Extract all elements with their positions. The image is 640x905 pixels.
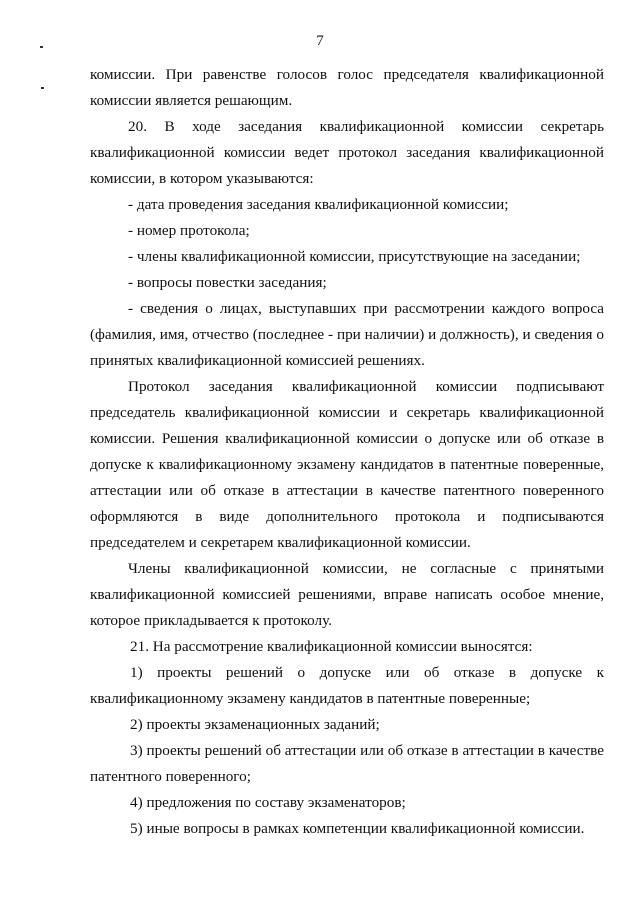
list-item: - номер протокола; [128,222,250,239]
margin-mark [41,87,44,89]
list-item: - члены квалификационной комиссии, присутствующие на заседании; [128,248,581,265]
list-item: - сведения о лицах, выступавших при рассмотрении каждого вопроса (фамилия, имя, отчество (последнее - при наличии) и должность), и сведения о принятых квалификационной комиссией решениях. [90,300,604,369]
list-item: - вопросы повестки заседания; [128,274,327,291]
list-item: 2) проекты экзаменационных заданий; [130,716,380,733]
document-body [90,62,604,842]
paragraph: 21. На рассмотрение квалификационной комиссии выносятся: [130,638,533,655]
list-item: 4) предложения по составу экзаменаторов; [130,794,406,811]
page-number: 7 [316,33,324,49]
list-item: 5) иные вопросы в рамках компетенции квалификационной комиссии. [130,820,585,837]
margin-mark [40,46,43,48]
paragraph: комиссии. При равенстве голосов голос председателя квалификационной комиссии является решающим. [90,66,604,109]
paragraph: 20. В ходе заседания квалификационной комиссии секретарь квалификационной комиссии ведет протокол заседания квалификационной комиссии, в котором указываются: [90,118,604,187]
paragraph: Протокол заседания квалификационной комиссии подписывают председатель квалификационной комиссии и секретарь квалификационной комиссии. Решения квалификационной комиссии о допуске или об отказе в допуске к квалификационному экзамену кандидатов в патентные поверенные, аттестации или об отказе в аттестации в качестве патентного поверенного оформляются в виде дополнительного протокола и подписываются председателем и секретарем квалификационной комиссии. [90,378,604,551]
list-item: - дата проведения заседания квалификационной комиссии; [128,196,509,213]
list-item: 3) проекты решений об аттестации или об отказе в аттестации в качестве патентного поверенного; [90,742,604,785]
list-item: 1) проекты решений о допуске или об отказе в допуске к квалификационному экзамену кандидатов в патентные поверенные; [90,664,604,707]
paragraph: Члены квалификационной комиссии, не согласные с принятыми квалификационной комиссией решениями, вправе написать особое мнение, которое прикладывается к протоколу. [90,560,604,629]
